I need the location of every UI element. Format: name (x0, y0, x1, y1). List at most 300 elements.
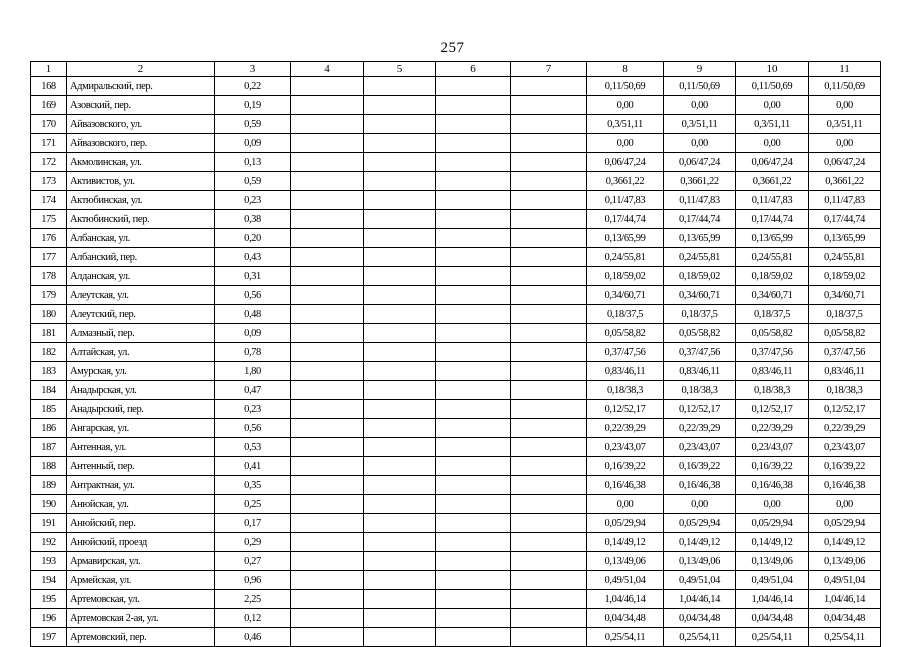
value-cell-col11: 0,05/58,82 (809, 324, 881, 343)
value-cell-col9: 0,83/46,11 (664, 362, 736, 381)
street-name-cell: Айвазовского, пер. (67, 134, 215, 153)
row-number-cell: 183 (31, 362, 67, 381)
empty-cell-col7 (511, 533, 587, 552)
empty-cell-col4 (291, 571, 364, 590)
row-number-cell: 171 (31, 134, 67, 153)
value-cell-col8: 0,11/47,83 (587, 191, 664, 210)
street-name-cell: Албанская, ул. (67, 229, 215, 248)
value-cell-col11: 0,00 (809, 96, 881, 115)
empty-cell-col5 (364, 400, 436, 419)
empty-cell-col7 (511, 172, 587, 191)
street-name-cell: Антенная, ул. (67, 438, 215, 457)
empty-cell-col5 (364, 115, 436, 134)
value-cell-col11: 0,18/38,3 (809, 381, 881, 400)
value-cell-col9: 0,00 (664, 495, 736, 514)
value-cell-col10: 0,00 (736, 134, 809, 153)
row-number-cell: 181 (31, 324, 67, 343)
column-header: 1 (31, 62, 67, 77)
row-number-cell: 191 (31, 514, 67, 533)
row-number-cell: 178 (31, 267, 67, 286)
length-cell: 0,59 (215, 172, 291, 191)
column-header: 6 (436, 62, 511, 77)
value-cell-col10: 0,13/65,99 (736, 229, 809, 248)
empty-cell-col4 (291, 590, 364, 609)
row-number-cell: 185 (31, 400, 67, 419)
empty-cell-col7 (511, 343, 587, 362)
empty-cell-col4 (291, 552, 364, 571)
value-cell-col8: 0,23/43,07 (587, 438, 664, 457)
empty-cell-col4 (291, 96, 364, 115)
length-cell: 0,59 (215, 115, 291, 134)
value-cell-col11: 0,16/39,22 (809, 457, 881, 476)
value-cell-col11: 0,49/51,04 (809, 571, 881, 590)
table-row (31, 134, 881, 153)
row-number-cell: 179 (31, 286, 67, 305)
value-cell-col9: 0,34/60,71 (664, 286, 736, 305)
value-cell-col9: 0,17/44,74 (664, 210, 736, 229)
table-row (31, 495, 881, 514)
empty-cell-col6 (436, 96, 511, 115)
value-cell-col11: 0,05/29,94 (809, 514, 881, 533)
row-number-cell: 172 (31, 153, 67, 172)
street-name-cell: Алмазный, пер. (67, 324, 215, 343)
empty-cell-col5 (364, 134, 436, 153)
length-cell: 0,38 (215, 210, 291, 229)
value-cell-col9: 0,14/49,12 (664, 533, 736, 552)
empty-cell-col5 (364, 191, 436, 210)
empty-cell-col5 (364, 514, 436, 533)
value-cell-col11: 0,00 (809, 134, 881, 153)
empty-cell-col4 (291, 267, 364, 286)
empty-cell-col4 (291, 286, 364, 305)
empty-cell-col6 (436, 419, 511, 438)
empty-cell-col7 (511, 476, 587, 495)
row-number-cell: 188 (31, 457, 67, 476)
length-cell: 0,56 (215, 286, 291, 305)
empty-cell-col7 (511, 457, 587, 476)
value-cell-col8: 0,04/34,48 (587, 609, 664, 628)
value-cell-col9: 0,06/47,24 (664, 153, 736, 172)
table-row (31, 514, 881, 533)
empty-cell-col4 (291, 134, 364, 153)
value-cell-col9: 0,18/38,3 (664, 381, 736, 400)
empty-cell-col6 (436, 514, 511, 533)
street-name-cell: Армавирская, ул. (67, 552, 215, 571)
empty-cell-col5 (364, 609, 436, 628)
value-cell-col8: 0,16/39,22 (587, 457, 664, 476)
value-cell-col8: 0,13/65,99 (587, 229, 664, 248)
column-header: 2 (67, 62, 215, 77)
empty-cell-col7 (511, 324, 587, 343)
length-cell: 0,09 (215, 134, 291, 153)
table-row (31, 191, 881, 210)
empty-cell-col5 (364, 381, 436, 400)
empty-cell-col5 (364, 96, 436, 115)
value-cell-col8: 0,22/39,29 (587, 419, 664, 438)
table-row (31, 476, 881, 495)
row-number-cell: 187 (31, 438, 67, 457)
value-cell-col10: 0,16/46,38 (736, 476, 809, 495)
empty-cell-col7 (511, 305, 587, 324)
value-cell-col10: 0,83/46,11 (736, 362, 809, 381)
street-name-cell: Акмолинская, ул. (67, 153, 215, 172)
value-cell-col8: 0,00 (587, 495, 664, 514)
value-cell-col8: 0,11/50,69 (587, 77, 664, 96)
value-cell-col8: 0,18/59,02 (587, 267, 664, 286)
empty-cell-col4 (291, 362, 364, 381)
value-cell-col9: 0,3/51,11 (664, 115, 736, 134)
table-row (31, 419, 881, 438)
value-cell-col8: 0,3661,22 (587, 172, 664, 191)
street-name-cell: Албанский, пер. (67, 248, 215, 267)
empty-cell-col4 (291, 381, 364, 400)
table-row (31, 343, 881, 362)
length-cell: 0,23 (215, 400, 291, 419)
value-cell-col11: 0,13/65,99 (809, 229, 881, 248)
value-cell-col8: 0,00 (587, 134, 664, 153)
table-row (31, 115, 881, 134)
value-cell-col11: 0,34/60,71 (809, 286, 881, 305)
value-cell-col8: 0,17/44,74 (587, 210, 664, 229)
value-cell-col9: 0,16/46,38 (664, 476, 736, 495)
value-cell-col8: 0,05/29,94 (587, 514, 664, 533)
table-row (31, 172, 881, 191)
empty-cell-col6 (436, 571, 511, 590)
length-cell: 0,78 (215, 343, 291, 362)
empty-cell-col5 (364, 248, 436, 267)
empty-cell-col7 (511, 96, 587, 115)
street-name-cell: Актюбинская, ул. (67, 191, 215, 210)
value-cell-col9: 0,24/55,81 (664, 248, 736, 267)
street-name-cell: Анадырский, пер. (67, 400, 215, 419)
empty-cell-col7 (511, 514, 587, 533)
row-number-cell: 176 (31, 229, 67, 248)
length-cell: 0,43 (215, 248, 291, 267)
empty-cell-col4 (291, 628, 364, 647)
row-number-cell: 192 (31, 533, 67, 552)
street-name-cell: Армейская, ул. (67, 571, 215, 590)
value-cell-col8: 0,16/46,38 (587, 476, 664, 495)
empty-cell-col6 (436, 134, 511, 153)
empty-cell-col7 (511, 419, 587, 438)
length-cell: 0,56 (215, 419, 291, 438)
empty-cell-col6 (436, 153, 511, 172)
empty-cell-col7 (511, 267, 587, 286)
value-cell-col10: 0,17/44,74 (736, 210, 809, 229)
length-cell: 0,23 (215, 191, 291, 210)
empty-cell-col5 (364, 305, 436, 324)
value-cell-col10: 0,16/39,22 (736, 457, 809, 476)
empty-cell-col4 (291, 343, 364, 362)
empty-cell-col4 (291, 248, 364, 267)
table-row (31, 400, 881, 419)
empty-cell-col6 (436, 286, 511, 305)
value-cell-col11: 0,16/46,38 (809, 476, 881, 495)
table-row (31, 77, 881, 96)
value-cell-col10: 0,22/39,29 (736, 419, 809, 438)
empty-cell-col6 (436, 210, 511, 229)
value-cell-col10: 0,24/55,81 (736, 248, 809, 267)
value-cell-col9: 0,12/52,17 (664, 400, 736, 419)
empty-cell-col6 (436, 191, 511, 210)
street-name-cell: Антенный, пер. (67, 457, 215, 476)
value-cell-col9: 0,04/34,48 (664, 609, 736, 628)
row-number-cell: 175 (31, 210, 67, 229)
empty-cell-col6 (436, 457, 511, 476)
row-number-cell: 193 (31, 552, 67, 571)
row-number-cell: 173 (31, 172, 67, 191)
value-cell-col11: 1,04/46,14 (809, 590, 881, 609)
empty-cell-col6 (436, 533, 511, 552)
street-name-cell: Ангарская, ул. (67, 419, 215, 438)
column-header: 10 (736, 62, 809, 77)
value-cell-col8: 0,06/47,24 (587, 153, 664, 172)
street-name-cell: Азовский, пер. (67, 96, 215, 115)
empty-cell-col6 (436, 590, 511, 609)
value-cell-col8: 0,37/47,56 (587, 343, 664, 362)
empty-cell-col6 (436, 476, 511, 495)
empty-cell-col7 (511, 609, 587, 628)
empty-cell-col6 (436, 609, 511, 628)
empty-cell-col5 (364, 457, 436, 476)
value-cell-col10: 0,34/60,71 (736, 286, 809, 305)
row-number-cell: 197 (31, 628, 67, 647)
table-row (31, 153, 881, 172)
empty-cell-col5 (364, 590, 436, 609)
table-row (31, 286, 881, 305)
table-row (31, 571, 881, 590)
value-cell-col10: 1,04/46,14 (736, 590, 809, 609)
empty-cell-col7 (511, 134, 587, 153)
table-row (31, 590, 881, 609)
street-name-cell: Айвазовского, ул. (67, 115, 215, 134)
empty-cell-col5 (364, 324, 436, 343)
empty-cell-col7 (511, 495, 587, 514)
length-cell: 0,20 (215, 229, 291, 248)
length-cell: 0,47 (215, 381, 291, 400)
empty-cell-col7 (511, 191, 587, 210)
row-number-cell: 169 (31, 96, 67, 115)
empty-cell-col5 (364, 210, 436, 229)
value-cell-col10: 0,13/49,06 (736, 552, 809, 571)
empty-cell-col4 (291, 419, 364, 438)
empty-cell-col5 (364, 571, 436, 590)
column-header: 9 (664, 62, 736, 77)
length-cell: 0,31 (215, 267, 291, 286)
value-cell-col10: 0,49/51,04 (736, 571, 809, 590)
value-cell-col10: 0,05/58,82 (736, 324, 809, 343)
row-number-cell: 195 (31, 590, 67, 609)
street-name-cell: Анюйский, проезд (67, 533, 215, 552)
table-row (31, 457, 881, 476)
empty-cell-col7 (511, 400, 587, 419)
value-cell-col10: 0,14/49,12 (736, 533, 809, 552)
street-name-cell: Алеутская, ул. (67, 286, 215, 305)
table-row (31, 324, 881, 343)
empty-cell-col6 (436, 400, 511, 419)
street-name-cell: Алеутский, пер. (67, 305, 215, 324)
value-cell-col8: 0,25/54,11 (587, 628, 664, 647)
empty-cell-col7 (511, 229, 587, 248)
empty-cell-col7 (511, 248, 587, 267)
table-row (31, 305, 881, 324)
value-cell-col9: 0,11/47,83 (664, 191, 736, 210)
street-name-cell: Амурская, ул. (67, 362, 215, 381)
value-cell-col11: 0,11/47,83 (809, 191, 881, 210)
empty-cell-col5 (364, 438, 436, 457)
empty-cell-col5 (364, 552, 436, 571)
empty-cell-col6 (436, 381, 511, 400)
empty-cell-col7 (511, 153, 587, 172)
row-number-cell: 174 (31, 191, 67, 210)
value-cell-col11: 0,14/49,12 (809, 533, 881, 552)
table-row (31, 362, 881, 381)
value-cell-col8: 0,05/58,82 (587, 324, 664, 343)
empty-cell-col6 (436, 305, 511, 324)
empty-cell-col5 (364, 495, 436, 514)
empty-cell-col5 (364, 343, 436, 362)
length-cell: 0,53 (215, 438, 291, 457)
empty-cell-col6 (436, 362, 511, 381)
value-cell-col10: 0,11/47,83 (736, 191, 809, 210)
value-cell-col9: 0,13/65,99 (664, 229, 736, 248)
empty-cell-col5 (364, 628, 436, 647)
value-cell-col8: 0,83/46,11 (587, 362, 664, 381)
column-header-row (31, 62, 881, 77)
row-number-cell: 180 (31, 305, 67, 324)
empty-cell-col4 (291, 514, 364, 533)
empty-cell-col5 (364, 153, 436, 172)
column-header: 4 (291, 62, 364, 77)
value-cell-col11: 0,24/55,81 (809, 248, 881, 267)
table-row (31, 552, 881, 571)
value-cell-col11: 0,3661,22 (809, 172, 881, 191)
table-row (31, 438, 881, 457)
empty-cell-col5 (364, 533, 436, 552)
empty-cell-col4 (291, 305, 364, 324)
empty-cell-col6 (436, 495, 511, 514)
value-cell-col11: 0,83/46,11 (809, 362, 881, 381)
value-cell-col11: 0,06/47,24 (809, 153, 881, 172)
street-name-cell: Анюйский, пер. (67, 514, 215, 533)
street-name-cell: Активистов, ул. (67, 172, 215, 191)
empty-cell-col6 (436, 115, 511, 134)
value-cell-col11: 0,37/47,56 (809, 343, 881, 362)
table-row (31, 628, 881, 647)
column-header: 11 (809, 62, 881, 77)
empty-cell-col6 (436, 324, 511, 343)
value-cell-col9: 0,18/59,02 (664, 267, 736, 286)
empty-cell-col7 (511, 571, 587, 590)
empty-cell-col4 (291, 172, 364, 191)
value-cell-col11: 0,11/50,69 (809, 77, 881, 96)
table-row (31, 533, 881, 552)
row-number-cell: 196 (31, 609, 67, 628)
value-cell-col11: 0,22/39,29 (809, 419, 881, 438)
length-cell: 0,35 (215, 476, 291, 495)
length-cell: 0,27 (215, 552, 291, 571)
value-cell-col9: 0,18/37,5 (664, 305, 736, 324)
empty-cell-col7 (511, 552, 587, 571)
value-cell-col10: 0,12/52,17 (736, 400, 809, 419)
value-cell-col10: 0,37/47,56 (736, 343, 809, 362)
row-number-cell: 189 (31, 476, 67, 495)
value-cell-col10: 0,06/47,24 (736, 153, 809, 172)
empty-cell-col4 (291, 153, 364, 172)
value-cell-col11: 0,13/49,06 (809, 552, 881, 571)
empty-cell-col4 (291, 457, 364, 476)
row-number-cell: 184 (31, 381, 67, 400)
value-cell-col10: 0,18/37,5 (736, 305, 809, 324)
value-cell-col8: 1,04/46,14 (587, 590, 664, 609)
length-cell: 0,25 (215, 495, 291, 514)
empty-cell-col6 (436, 628, 511, 647)
length-cell: 0,22 (215, 77, 291, 96)
empty-cell-col4 (291, 77, 364, 96)
value-cell-col8: 0,00 (587, 96, 664, 115)
value-cell-col9: 0,13/49,06 (664, 552, 736, 571)
value-cell-col11: 0,17/44,74 (809, 210, 881, 229)
value-cell-col9: 0,23/43,07 (664, 438, 736, 457)
value-cell-col9: 0,16/39,22 (664, 457, 736, 476)
empty-cell-col7 (511, 77, 587, 96)
street-name-cell: Актюбинский, пер. (67, 210, 215, 229)
value-cell-col8: 0,24/55,81 (587, 248, 664, 267)
value-cell-col8: 0,18/37,5 (587, 305, 664, 324)
street-name-cell: Алтайская, ул. (67, 343, 215, 362)
value-cell-col10: 0,18/38,3 (736, 381, 809, 400)
empty-cell-col6 (436, 552, 511, 571)
empty-cell-col6 (436, 248, 511, 267)
empty-cell-col5 (364, 286, 436, 305)
empty-cell-col5 (364, 77, 436, 96)
length-cell: 0,96 (215, 571, 291, 590)
value-cell-col10: 0,00 (736, 96, 809, 115)
value-cell-col11: 0,04/34,48 (809, 609, 881, 628)
empty-cell-col5 (364, 267, 436, 286)
street-name-cell: Артемовская, ул. (67, 590, 215, 609)
street-name-cell: Адмиральский, пер. (67, 77, 215, 96)
empty-cell-col4 (291, 533, 364, 552)
empty-cell-col6 (436, 343, 511, 362)
length-cell: 0,41 (215, 457, 291, 476)
row-number-cell: 182 (31, 343, 67, 362)
length-cell: 0,13 (215, 153, 291, 172)
value-cell-col9: 0,00 (664, 134, 736, 153)
value-cell-col10: 0,23/43,07 (736, 438, 809, 457)
value-cell-col9: 0,37/47,56 (664, 343, 736, 362)
empty-cell-col5 (364, 419, 436, 438)
value-cell-col10: 0,25/54,11 (736, 628, 809, 647)
table-row (31, 381, 881, 400)
empty-cell-col7 (511, 210, 587, 229)
empty-cell-col4 (291, 324, 364, 343)
empty-cell-col4 (291, 191, 364, 210)
empty-cell-col5 (364, 476, 436, 495)
value-cell-col9: 0,11/50,69 (664, 77, 736, 96)
value-cell-col10: 0,3661,22 (736, 172, 809, 191)
empty-cell-col7 (511, 628, 587, 647)
table-row (31, 96, 881, 115)
empty-cell-col7 (511, 381, 587, 400)
empty-cell-col6 (436, 77, 511, 96)
street-name-cell: Артемовская 2-ая, ул. (67, 609, 215, 628)
value-cell-col8: 0,12/52,17 (587, 400, 664, 419)
empty-cell-col7 (511, 590, 587, 609)
value-cell-col11: 0,00 (809, 495, 881, 514)
street-name-cell: Антрактная, ул. (67, 476, 215, 495)
empty-cell-col6 (436, 267, 511, 286)
